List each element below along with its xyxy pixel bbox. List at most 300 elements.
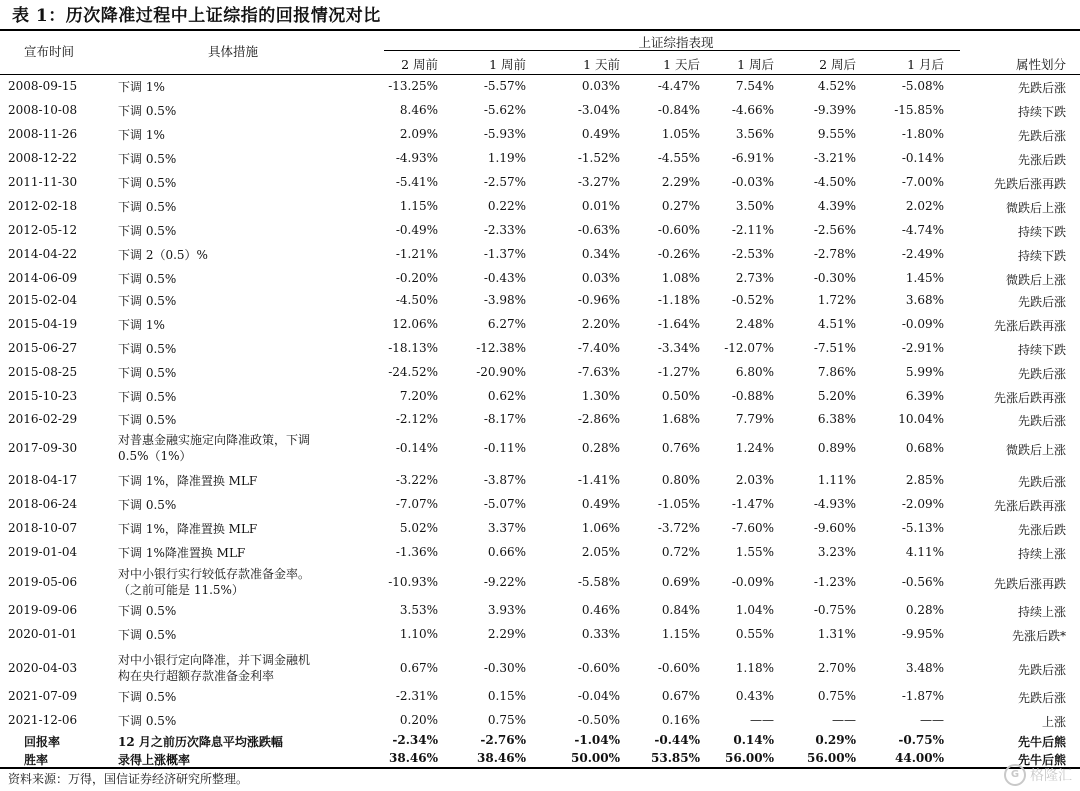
- summary-measure: 录得上涨概率: [118, 753, 191, 767]
- row-value: -0.60%: [577, 661, 620, 675]
- row-attr: 先涨后跌: [1017, 523, 1066, 537]
- row-value: 3.56%: [735, 127, 774, 141]
- row-value: -7.60%: [731, 521, 774, 535]
- row-date: 2021-07-09: [8, 689, 78, 703]
- row-value: -7.40%: [577, 341, 620, 355]
- row-value: -1.05%: [657, 497, 700, 511]
- row-measure: [118, 603, 378, 619]
- row-value: 2.09%: [399, 127, 438, 141]
- row-value: 7.20%: [399, 389, 438, 403]
- row-measure: [118, 175, 378, 191]
- row-value: 2.70%: [817, 661, 856, 675]
- row-attr: 先跌后涨: [1017, 295, 1066, 309]
- row-value: -0.96%: [577, 293, 620, 307]
- row-value: 1.04%: [735, 603, 774, 617]
- row-value: -1.23%: [813, 575, 856, 589]
- row-value: 2.73%: [735, 271, 774, 285]
- row-value: -0.52%: [731, 293, 774, 307]
- row-attr: 上涨: [1041, 715, 1066, 729]
- row-measure: [118, 341, 378, 357]
- row-value: -12.07%: [724, 341, 774, 355]
- row-measure: [118, 566, 378, 598]
- row-measure-line: 下调 0.5%: [118, 498, 177, 512]
- row-value: -3.27%: [577, 175, 620, 189]
- row-value: -0.26%: [657, 247, 700, 261]
- row-attr: 先跌后涨: [1017, 691, 1066, 705]
- row-value: 0.67%: [399, 661, 438, 675]
- row-value: 7.79%: [735, 412, 774, 426]
- row-attr: 持续上涨: [1017, 605, 1066, 619]
- row-measure: [118, 247, 378, 263]
- summary-value: 0.29%: [815, 733, 856, 747]
- row-measure-line: 下调 0.5%: [118, 200, 177, 214]
- row-value: 3.48%: [905, 661, 944, 675]
- row-value: -0.63%: [577, 223, 620, 237]
- row-value: 0.89%: [817, 441, 856, 455]
- row-value: 0.03%: [581, 79, 620, 93]
- row-attr: 先跌后涨再跌: [993, 177, 1066, 191]
- row-value: 1.15%: [399, 199, 438, 213]
- row-value: 4.52%: [817, 79, 856, 93]
- row-value: -0.14%: [901, 151, 944, 165]
- row-value: 12.06%: [392, 317, 438, 331]
- row-measure-line: 下调 1%: [118, 80, 165, 94]
- row-date: 2018-06-24: [8, 497, 78, 511]
- header-rule: [0, 74, 1080, 75]
- row-value: 3.23%: [817, 545, 856, 559]
- table-title: 表 1：历次降准过程中上证综指的回报情况对比: [12, 6, 381, 26]
- row-value: -3.04%: [577, 103, 620, 117]
- row-value: -1.36%: [395, 545, 438, 559]
- row-value: 1.05%: [661, 127, 700, 141]
- row-value: -0.03%: [731, 175, 774, 189]
- row-value: -5.13%: [901, 521, 944, 535]
- row-value: -9.39%: [813, 103, 856, 117]
- row-attr: 微跌后上涨: [1005, 443, 1066, 457]
- row-value: -0.60%: [657, 661, 700, 675]
- row-value: -5.08%: [901, 79, 944, 93]
- row-measure-line: 下调 0.5%: [118, 714, 177, 728]
- row-value: 1.24%: [735, 441, 774, 455]
- row-value: -1.52%: [577, 151, 620, 165]
- row-value: 4.51%: [817, 317, 856, 331]
- row-measure: [118, 127, 378, 143]
- row-value: 0.66%: [487, 545, 526, 559]
- row-measure-line: 下调 0.5%: [118, 604, 177, 618]
- row-date: 2008-11-26: [8, 127, 78, 141]
- row-measure-line: 对普惠金融实施定向降准政策，下调: [118, 433, 311, 447]
- row-value: 0.75%: [487, 713, 526, 727]
- row-value: 3.93%: [487, 603, 526, 617]
- row-attr: 先涨后跌: [1017, 153, 1066, 167]
- row-attr: 先跌后涨: [1017, 81, 1066, 95]
- row-value: 1.19%: [487, 151, 526, 165]
- row-value: 1.31%: [817, 627, 856, 641]
- row-value: -10.93%: [388, 575, 438, 589]
- row-value: -0.75%: [813, 603, 856, 617]
- summary-value: 50.00%: [571, 751, 620, 765]
- row-value: 4.39%: [817, 199, 856, 213]
- row-measure: [118, 317, 378, 333]
- row-value: -3.87%: [483, 473, 526, 487]
- row-value: -2.78%: [813, 247, 856, 261]
- row-value: 3.68%: [905, 293, 944, 307]
- row-value: ——: [832, 713, 856, 727]
- row-value: -20.90%: [476, 365, 526, 379]
- row-value: -7.00%: [901, 175, 944, 189]
- row-value: -5.41%: [395, 175, 438, 189]
- source-note: 资料来源：万得，国信证券经济研究所整理。: [8, 772, 249, 786]
- row-measure: [118, 432, 378, 464]
- row-measure: [118, 271, 378, 287]
- column-header: 1 月后: [907, 57, 944, 72]
- row-date: 2019-09-06: [8, 603, 78, 617]
- row-value: -8.17%: [483, 412, 526, 426]
- summary-value: 56.00%: [807, 751, 856, 765]
- summary-attr: 先牛后熊: [1017, 735, 1066, 749]
- row-date: 2012-02-18: [8, 199, 78, 213]
- row-value: -1.27%: [657, 365, 700, 379]
- row-attr: 持续下跌: [1017, 249, 1066, 263]
- row-value: -3.72%: [657, 521, 700, 535]
- column-header: 2 周后: [819, 57, 856, 72]
- summary-value: -2.76%: [480, 733, 526, 747]
- row-date: 2011-11-30: [8, 175, 78, 189]
- row-attr: 微跌后上涨: [1005, 201, 1066, 215]
- row-value: -5.57%: [483, 79, 526, 93]
- column-header: 1 天前: [583, 57, 620, 72]
- row-value: -2.09%: [901, 497, 944, 511]
- row-value: -5.58%: [577, 575, 620, 589]
- row-value: -0.14%: [395, 441, 438, 455]
- row-value: 0.46%: [581, 603, 620, 617]
- row-value: 1.10%: [399, 627, 438, 641]
- row-value: -9.95%: [901, 627, 944, 641]
- row-value: 1.68%: [661, 412, 700, 426]
- row-value: -3.34%: [657, 341, 700, 355]
- row-date: 2018-04-17: [8, 473, 78, 487]
- row-value: 9.55%: [817, 127, 856, 141]
- row-value: 7.54%: [735, 79, 774, 93]
- summary-label: 胜率: [24, 753, 49, 767]
- row-value: -1.41%: [577, 473, 620, 487]
- row-measure: [118, 151, 378, 167]
- row-measure: [118, 689, 378, 705]
- row-value: -1.64%: [657, 317, 700, 331]
- header-measure: 具体措施: [208, 44, 259, 59]
- row-value: -4.93%: [813, 497, 856, 511]
- row-date: 2019-01-04: [8, 545, 78, 559]
- row-measure: [118, 473, 378, 489]
- row-attr: 先跌后涨: [1017, 129, 1066, 143]
- row-value: 0.50%: [661, 389, 700, 403]
- row-value: -0.49%: [395, 223, 438, 237]
- row-attr: 微跌后上涨: [1005, 273, 1066, 287]
- row-measure: [118, 389, 378, 405]
- row-value: -7.63%: [577, 365, 620, 379]
- row-attr: 持续下跌: [1017, 225, 1066, 239]
- row-date: 2008-12-22: [8, 151, 78, 165]
- row-value: -2.53%: [731, 247, 774, 261]
- row-attr: 先跌后涨: [1017, 367, 1066, 381]
- row-value: 0.43%: [735, 689, 774, 703]
- row-measure: [118, 79, 378, 95]
- row-value: -4.50%: [813, 175, 856, 189]
- row-measure-line: 下调 1%降准置换 MLF: [118, 546, 246, 560]
- bottom-rule: [0, 767, 1080, 769]
- row-value: -3.98%: [483, 293, 526, 307]
- row-date: 2018-10-07: [8, 521, 78, 535]
- row-measure-line: 下调 2（0.5）%: [118, 248, 208, 262]
- row-value: -18.13%: [388, 341, 438, 355]
- row-value: 3.50%: [735, 199, 774, 213]
- row-value: 0.49%: [581, 497, 620, 511]
- row-value: -24.52%: [388, 365, 438, 379]
- row-value: -2.91%: [901, 341, 944, 355]
- row-value: -5.62%: [483, 103, 526, 117]
- row-value: 0.84%: [661, 603, 700, 617]
- row-measure-line: 下调 0.5%: [118, 390, 177, 404]
- row-value: -5.93%: [483, 127, 526, 141]
- row-value: -0.09%: [731, 575, 774, 589]
- row-value: -9.22%: [483, 575, 526, 589]
- row-value: 2.29%: [487, 627, 526, 641]
- summary-value: 0.14%: [733, 733, 774, 747]
- row-measure: [118, 103, 378, 119]
- row-value: 1.72%: [817, 293, 856, 307]
- row-value: -0.50%: [577, 713, 620, 727]
- row-measure: [118, 713, 378, 729]
- row-value: 8.46%: [399, 103, 438, 117]
- row-date: 2014-04-22: [8, 247, 78, 261]
- row-date: 2008-09-15: [8, 79, 78, 93]
- row-value: -0.84%: [657, 103, 700, 117]
- row-date: 2021-12-06: [8, 713, 78, 727]
- summary-attr: 先牛后熊: [1017, 753, 1066, 767]
- row-attr: 先涨后跌*: [1011, 629, 1066, 643]
- row-value: 0.67%: [661, 689, 700, 703]
- row-value: 0.33%: [581, 627, 620, 641]
- row-measure-line: 下调 1%: [118, 128, 165, 142]
- summary-value: 53.85%: [651, 751, 700, 765]
- row-value: 1.55%: [735, 545, 774, 559]
- column-header: 1 周后: [737, 57, 774, 72]
- row-measure-line: 下调 1%，降准置换 MLF: [118, 474, 258, 488]
- row-date: 2017-09-30: [8, 441, 78, 455]
- row-value: 0.49%: [581, 127, 620, 141]
- row-value: 0.76%: [661, 441, 700, 455]
- row-value: -2.12%: [395, 412, 438, 426]
- row-value: 1.18%: [735, 661, 774, 675]
- row-value: 5.02%: [399, 521, 438, 535]
- row-date: 2015-10-23: [8, 389, 78, 403]
- row-value: 6.39%: [905, 389, 944, 403]
- row-value: -1.18%: [657, 293, 700, 307]
- row-value: 0.72%: [661, 545, 700, 559]
- row-attr: 持续下跌: [1017, 105, 1066, 119]
- row-measure: [118, 497, 378, 513]
- row-date: 2015-02-04: [8, 293, 78, 307]
- row-value: 0.34%: [581, 247, 620, 261]
- summary-value: 44.00%: [895, 751, 944, 765]
- header-group-rule: [384, 50, 960, 51]
- row-date: 2008-10-08: [8, 103, 78, 117]
- row-value: 0.15%: [487, 689, 526, 703]
- row-value: -9.60%: [813, 521, 856, 535]
- summary-measure: 12 月之前历次降息平均涨跌幅: [118, 735, 283, 749]
- row-value: 0.62%: [487, 389, 526, 403]
- row-value: 2.48%: [735, 317, 774, 331]
- row-value: 0.01%: [581, 199, 620, 213]
- row-attr: 先跌后涨再跌: [993, 577, 1066, 591]
- row-value: 6.38%: [817, 412, 856, 426]
- row-value: -5.07%: [483, 497, 526, 511]
- row-value: 0.27%: [661, 199, 700, 213]
- row-date: 2020-01-01: [8, 627, 78, 641]
- row-value: 1.11%: [817, 473, 856, 487]
- row-value: 1.45%: [905, 271, 944, 285]
- row-value: -0.43%: [483, 271, 526, 285]
- row-attr: 先涨后跌再涨: [993, 319, 1066, 333]
- column-header: 1 周前: [489, 57, 526, 72]
- row-value: 2.29%: [661, 175, 700, 189]
- row-value: -4.74%: [901, 223, 944, 237]
- row-value: -0.60%: [657, 223, 700, 237]
- row-value: -4.55%: [657, 151, 700, 165]
- row-measure-line: 对中小银行实行较低存款准备金率。: [118, 567, 311, 581]
- row-value: 5.20%: [817, 389, 856, 403]
- row-measure-line: 下调 0.5%: [118, 176, 177, 190]
- row-value: -0.04%: [577, 689, 620, 703]
- row-value: 0.22%: [487, 199, 526, 213]
- column-header: 2 周前: [401, 57, 438, 72]
- row-value: 0.55%: [735, 627, 774, 641]
- row-measure-line: 0.5%（1%）: [118, 449, 192, 463]
- row-value: -0.56%: [901, 575, 944, 589]
- row-value: -4.47%: [657, 79, 700, 93]
- row-value: 7.86%: [817, 365, 856, 379]
- row-attr: 先涨后跌再涨: [993, 499, 1066, 513]
- row-value: -2.33%: [483, 223, 526, 237]
- row-date: 2019-05-06: [8, 575, 78, 589]
- row-date: 2020-04-03: [8, 661, 78, 675]
- summary-value: -0.44%: [654, 733, 700, 747]
- row-value: -0.88%: [731, 389, 774, 403]
- row-value: 4.11%: [905, 545, 944, 559]
- row-attr: 先跌后涨: [1017, 663, 1066, 677]
- row-value: ——: [920, 713, 944, 727]
- row-value: 2.20%: [581, 317, 620, 331]
- watermark: [1004, 762, 1072, 788]
- header-group: 上证综指表现: [638, 35, 714, 50]
- row-value: 0.03%: [581, 271, 620, 285]
- summary-value: 38.46%: [477, 751, 526, 765]
- watermark-logo-icon: G: [1004, 764, 1026, 786]
- summary-value: -2.34%: [392, 733, 438, 747]
- row-value: -2.86%: [577, 412, 620, 426]
- row-value: -1.37%: [483, 247, 526, 261]
- row-measure-line: 下调 0.5%: [118, 366, 177, 380]
- row-attr: 先涨后跌再涨: [993, 391, 1066, 405]
- row-measure: [118, 652, 378, 684]
- row-measure: [118, 627, 378, 643]
- row-value: -1.21%: [395, 247, 438, 261]
- row-value: 1.06%: [581, 521, 620, 535]
- row-attr: 持续下跌: [1017, 343, 1066, 357]
- row-value: -7.51%: [813, 341, 856, 355]
- summary-value: 56.00%: [725, 751, 774, 765]
- row-value: -0.20%: [395, 271, 438, 285]
- row-value: 6.80%: [735, 365, 774, 379]
- summary-value: -0.75%: [898, 733, 944, 747]
- row-measure-line: 构在央行超额存款准备金利率: [118, 669, 275, 683]
- row-value: -2.31%: [395, 689, 438, 703]
- row-measure: [118, 223, 378, 239]
- row-value: 2.03%: [735, 473, 774, 487]
- row-measure-line: 下调 0.5%: [118, 628, 177, 642]
- row-value: -13.25%: [388, 79, 438, 93]
- row-measure-line: 下调 0.5%: [118, 224, 177, 238]
- row-value: -3.21%: [813, 151, 856, 165]
- row-measure-line: 下调 0.5%: [118, 342, 177, 356]
- row-measure-line: 下调 0.5%: [118, 152, 177, 166]
- row-measure: [118, 199, 378, 215]
- row-measure-line: 对中小银行定向降准，并下调金融机: [118, 653, 311, 667]
- row-value: 0.28%: [905, 603, 944, 617]
- row-value: 0.68%: [905, 441, 944, 455]
- row-value: -2.11%: [731, 223, 774, 237]
- row-value: -1.47%: [731, 497, 774, 511]
- row-value: 6.27%: [487, 317, 526, 331]
- row-value: -0.30%: [483, 661, 526, 675]
- summary-value: -1.04%: [574, 733, 620, 747]
- row-value: -4.66%: [731, 103, 774, 117]
- row-value: -4.50%: [395, 293, 438, 307]
- row-value: -6.91%: [731, 151, 774, 165]
- row-value: ——: [750, 713, 774, 727]
- row-attr: 先跌后涨: [1017, 475, 1066, 489]
- row-value: 0.20%: [399, 713, 438, 727]
- row-value: -7.07%: [395, 497, 438, 511]
- row-value: 3.37%: [487, 521, 526, 535]
- row-value: 1.30%: [581, 389, 620, 403]
- row-value: 2.05%: [581, 545, 620, 559]
- row-value: -0.11%: [483, 441, 526, 455]
- row-attr: 先跌后涨: [1017, 414, 1066, 428]
- row-value: -1.87%: [901, 689, 944, 703]
- row-value: 1.08%: [661, 271, 700, 285]
- row-value: 0.16%: [661, 713, 700, 727]
- summary-label: 回报率: [24, 735, 61, 749]
- row-value: 0.69%: [661, 575, 700, 589]
- column-header: 1 天后: [663, 57, 700, 72]
- row-value: -1.80%: [901, 127, 944, 141]
- row-value: -12.38%: [476, 341, 526, 355]
- row-measure-line: 下调 0.5%: [118, 294, 177, 308]
- summary-value: 38.46%: [389, 751, 438, 765]
- row-measure-line: 下调 1%: [118, 318, 165, 332]
- row-measure-line: （之前可能是 11.5%）: [118, 583, 244, 597]
- row-value: -2.57%: [483, 175, 526, 189]
- header-date: 宣布时间: [24, 44, 75, 59]
- row-value: 2.02%: [905, 199, 944, 213]
- row-value: 10.04%: [898, 412, 944, 426]
- row-measure-line: 下调 1%，降准置换 MLF: [118, 522, 258, 536]
- row-value: -0.30%: [813, 271, 856, 285]
- row-measure: [118, 293, 378, 309]
- row-measure: [118, 365, 378, 381]
- row-value: 3.53%: [399, 603, 438, 617]
